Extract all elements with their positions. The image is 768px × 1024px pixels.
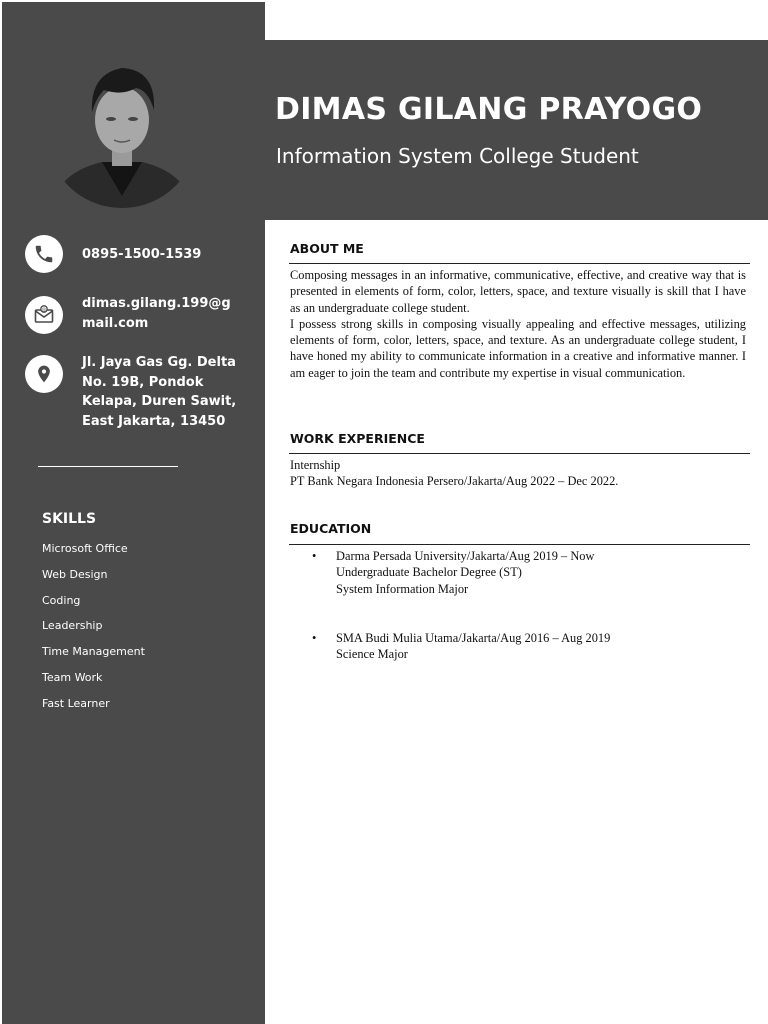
location-pin-icon: [25, 355, 63, 393]
education-heading: EDUCATION: [290, 521, 372, 536]
address-line-4: East Jakarta, 13450: [82, 413, 226, 429]
candidate-name: DIMAS GILANG PRAYOGO: [275, 92, 703, 127]
candidate-title: Information System College Student: [276, 144, 639, 168]
education-institution: Darma Persada University/Jakarta/Aug 2019 – Now: [336, 549, 595, 563]
education-major: Science Major: [336, 647, 408, 662]
header-band: [265, 40, 768, 220]
email-line-1: dimas.gilang.199@g: [82, 296, 231, 311]
skill-item: Fast Learner: [42, 696, 110, 710]
phone-number: 0895-1500-1539: [82, 247, 202, 262]
about-paragraph-1: Composing messages in an informative, communicative, effective, and creative way that is presented in elements of form, color, letters, space, and texture visually is skill that I have as an undergraduate college student.: [290, 268, 746, 315]
bullet: •: [312, 549, 317, 563]
about-rule: [289, 263, 750, 264]
address: [82, 353, 236, 431]
email-icon: [25, 296, 63, 334]
about-paragraph-2: I possess strong skills in composing visually appealing and effective messages, utilizing elements of form, color, letters, space, and texture. As an undergraduate college student, I have honed my ability to communicate information in a creative and informative manner. I am eager to join the team and contribute my expertise in visual communication.: [290, 316, 746, 380]
profile-photo: [56, 56, 188, 208]
work-detail: PT Bank Negara Indonesia Persero/Jakarta/Aug 2022 – Dec 2022.: [290, 474, 619, 488]
work-rule: [289, 453, 750, 454]
work-role: Internship: [290, 458, 341, 472]
email-address: [82, 294, 231, 333]
skill-item: Web Design: [42, 567, 108, 581]
education-major: System Information Major: [336, 581, 469, 596]
skills-heading: SKILLS: [42, 511, 97, 527]
phone-icon: [25, 235, 63, 273]
work-heading: WORK EXPERIENCE: [290, 431, 425, 446]
email-line-2: mail.com: [82, 315, 149, 331]
about-text: [290, 267, 746, 381]
about-heading: ABOUT ME: [290, 241, 364, 256]
education-degree: Undergraduate Bachelor Degree (ST): [336, 565, 522, 580]
skills-list: [42, 541, 145, 722]
skill-item: Microsoft Office: [42, 542, 128, 555]
skill-item: Time Management: [42, 645, 145, 659]
education-rule: [289, 544, 750, 545]
address-line-3: Kelapa, Duren Sawit,: [82, 394, 237, 409]
address-line-2: No. 19B, Pondok: [82, 374, 204, 390]
svg-text:@: @: [41, 307, 47, 313]
skill-item: Coding: [42, 593, 81, 607]
skill-item: Leadership: [42, 619, 103, 633]
sidebar-divider: [38, 466, 178, 467]
bullet: •: [312, 631, 317, 645]
skill-item: Team Work: [42, 670, 103, 684]
education-institution: SMA Budi Mulia Utama/Jakarta/Aug 2016 – Aug 2019: [336, 631, 611, 645]
address-line-1: Jl. Jaya Gas Gg. Delta: [82, 355, 236, 370]
